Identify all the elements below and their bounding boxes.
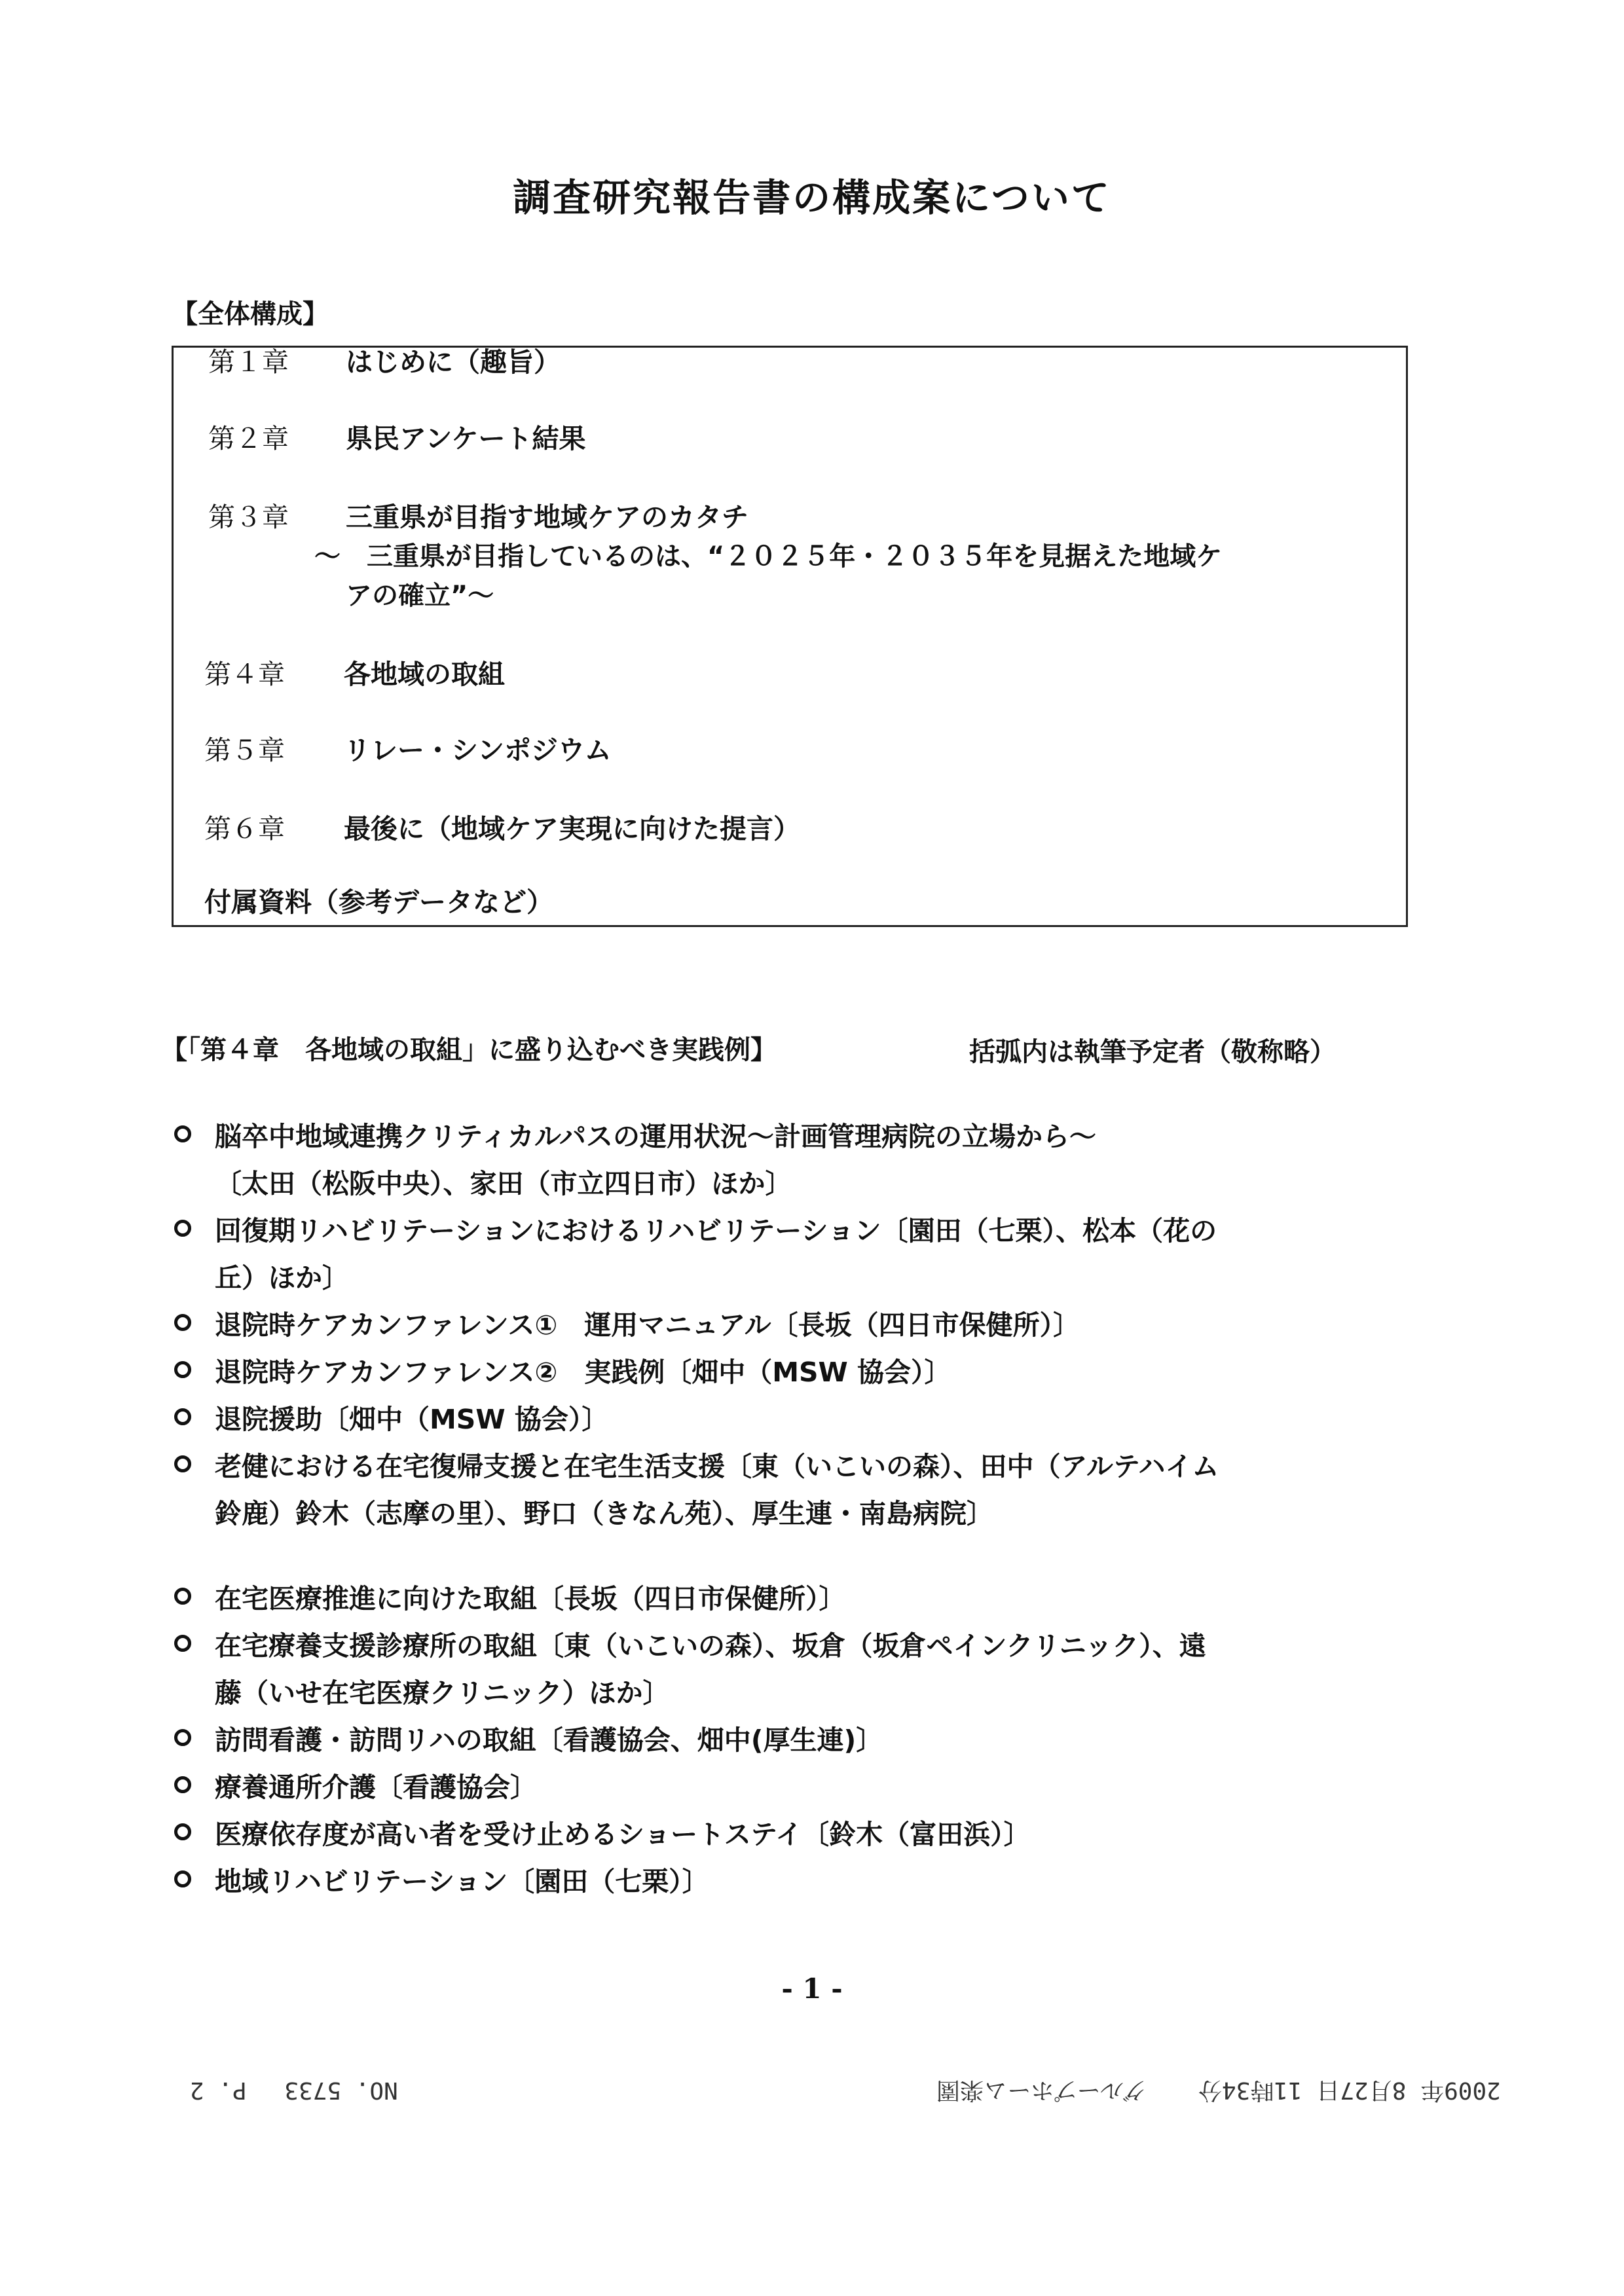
toc-chapter-4-number: 第４章 <box>204 659 285 690</box>
toc-appendix: 付属資料（参考データなど） <box>204 886 553 918</box>
list-item: 退院時ケアカンファレンス① 運用マニュアル〔長坂（四日市保健所）〕 <box>172 1302 1416 1349</box>
practice-examples-list <box>172 1113 1416 1905</box>
list-item: 退院援助〔畑中（MSW 協会）〕 <box>172 1396 1416 1443</box>
circle-bullet-icon <box>174 1588 191 1605</box>
toc-chapter-6-number: 第６章 <box>204 813 285 845</box>
toc-chapter-2-title: 県民アンケート結果 <box>346 423 586 454</box>
list-item: 老健における在宅復帰支援と在宅生活支援〔東（いこいの森）、田中（アルテハイム 鈴鹿）鈴木（志摩の里）、野口（きなん苑）、厚生連・南島病院〕 <box>172 1443 1416 1537</box>
toc-chapter-1-title: はじめに（趣旨） <box>346 346 561 378</box>
list-item: 退院時ケアカンファレンス② 実践例〔畑中（MSW 協会）〕 <box>172 1349 1416 1396</box>
list-item: 地域リハビリテーション〔園田（七栗）〕 <box>172 1858 1416 1905</box>
circle-bullet-icon <box>174 1729 191 1746</box>
toc-chapter-3-number: 第３章 <box>208 501 289 533</box>
author-note: 括弧内は執筆予定者（敬称略） <box>969 1037 1336 1067</box>
circle-bullet-icon <box>174 1361 191 1378</box>
fax-header-page: NO. 5733 P. 2 <box>190 2077 398 2104</box>
list-item: 療養通所介護〔看護協会〕 <box>172 1764 1416 1811</box>
toc-chapter-2-number: 第２章 <box>208 423 289 454</box>
practice-examples-label: 【「第４章 各地域の取組」に盛り込むべき実践例】 <box>161 1035 777 1065</box>
circle-bullet-icon <box>174 1220 191 1237</box>
toc-chapter-6-title: 最後に（地域ケア実現に向けた提言） <box>344 813 800 845</box>
toc-chapter-4-title: 各地域の取組 <box>344 659 505 690</box>
toc-chapter-3-title: 三重県が目指す地域ケアのカタチ <box>346 501 748 533</box>
list-item: 訪問看護・訪問リハの取組〔看護協会、畑中(厚生連)〕 <box>172 1717 1416 1764</box>
page-number: - 1 - <box>781 1973 843 2005</box>
list-item: 在宅医療推進に向けた取組〔長坂（四日市保健所）〕 <box>172 1575 1416 1622</box>
circle-bullet-icon <box>174 1408 191 1425</box>
toc-chapter-3-subtitle-line2: アの確立”～ <box>346 581 494 611</box>
document-title: 調査研究報告書の構成案について <box>513 175 1111 220</box>
fax-header-sender: グループホーム楽園 <box>936 2077 1147 2104</box>
circle-bullet-icon <box>174 1635 191 1652</box>
toc-chapter-5-number: 第５章 <box>204 735 285 766</box>
circle-bullet-icon <box>174 1776 191 1793</box>
overall-structure-label: 【全体構成】 <box>172 299 329 329</box>
toc-chapter-1-number: 第１章 <box>208 346 289 378</box>
list-spacer <box>172 1537 1416 1575</box>
circle-bullet-icon <box>174 1455 191 1472</box>
toc-chapter-5-title: リレー・シンポジウム <box>344 735 612 766</box>
list-item: 医療依存度が高い者を受け止めるショートステイ〔鈴木（富田浜）〕 <box>172 1811 1416 1858</box>
circle-bullet-icon <box>174 1314 191 1331</box>
list-item: 在宅療養支援診療所の取組〔東（いこいの森）、坂倉（坂倉ペインクリニック）、遠 藤（いせ在宅医療クリニック）ほか〕 <box>172 1622 1416 1717</box>
toc-chapter-3-subtitle-line1: ～ 三重県が目指しているのは、“２０２５年・２０３５年を見据えた地域ケ <box>314 541 1223 572</box>
fax-header-datetime: 2009年 8月27日 11時34分 <box>1198 2077 1501 2104</box>
list-item: 回復期リハビリテーションにおけるリハビリテーション〔園田（七栗）、松本（花の 丘）ほか〕 <box>172 1207 1416 1302</box>
circle-bullet-icon <box>174 1823 191 1840</box>
list-item: 脳卒中地域連携クリティカルパスの運用状況～計画管理病院の立場から～ 〔太田（松阪中央）、家田（市立四日市）ほか〕 <box>172 1113 1416 1207</box>
circle-bullet-icon <box>174 1125 191 1142</box>
circle-bullet-icon <box>174 1870 191 1887</box>
